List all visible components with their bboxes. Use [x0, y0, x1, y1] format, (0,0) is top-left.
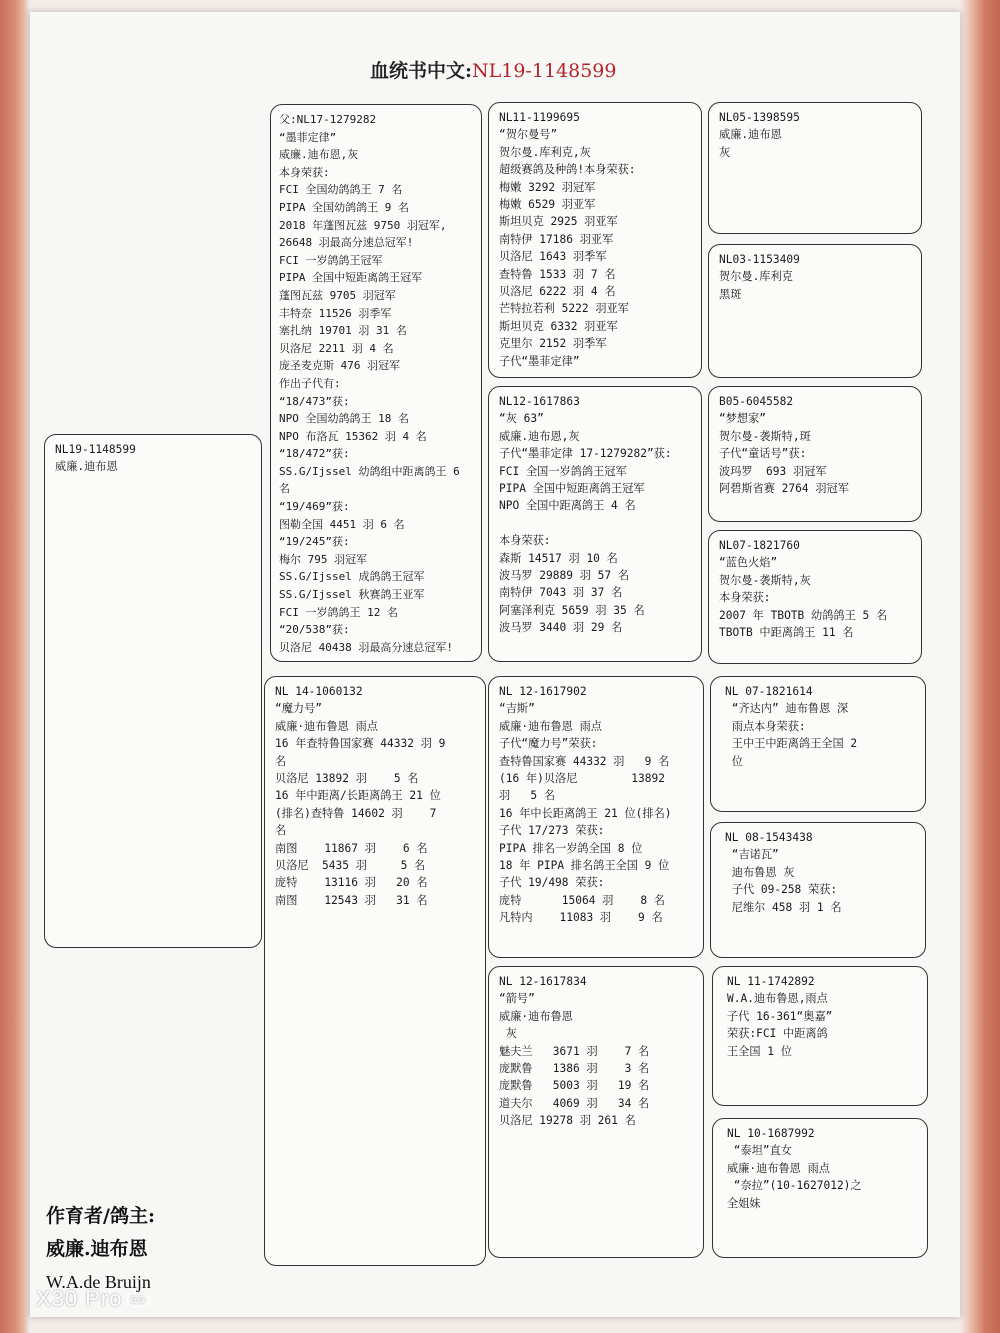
sire-line: “墨菲定律” [279, 130, 337, 144]
sire-line: 蓬图瓦兹 9705 羽冠军 [279, 288, 396, 302]
ss-line: 梅嫩 6529 羽亚军 [499, 198, 596, 212]
ds-line: 庞特 15064 羽 8 名 [499, 893, 665, 907]
sire-dam-box [488, 386, 702, 662]
dam-line: 庞特 13116 羽 20 名 [275, 876, 428, 890]
ds-line: 查特鲁国家赛 44332 羽 9 名 [499, 754, 670, 768]
sire-sire-dam-box [708, 244, 922, 378]
ss-line: NL11-1199695 [499, 111, 580, 124]
ddd-line: “奈拉”(10-1627012)之 [727, 1179, 862, 1193]
watermark-brand: X30 Pro [36, 1286, 123, 1311]
dd-line: 灰 [499, 1027, 517, 1041]
sire-sire-sire-box [708, 102, 922, 234]
sire-line: 名 [279, 482, 290, 496]
sd-line: NL12-1617863 [499, 395, 580, 408]
ss-line: 斯坦贝克 2925 羽亚军 [499, 215, 618, 229]
sds-line: 阿碧斯省赛 2764 羽冠军 [719, 482, 849, 496]
sd-line: 阿塞泽利克 5659 羽 35 名 [499, 603, 645, 617]
dam-dam-box [488, 966, 704, 1258]
sire-line: 丰特奈 11526 羽季军 [279, 306, 392, 320]
ss-line: 超级赛鸽及种鸽!本身荣获: [499, 163, 636, 177]
title-ring-number: NL19-1148599 [472, 60, 617, 82]
sire-line: 父:NL17-1279282 [279, 113, 377, 126]
dam-line: 贝洛尼 13892 羽 5 名 [275, 772, 419, 786]
ds-line: 18 年 PIPA 排名鸽王全国 9 位 [499, 859, 670, 873]
dd-line: “箭号” [499, 992, 535, 1006]
sire-line: SS.G/Ijssel 幼鸽组中距离鸽王 6 [279, 464, 460, 478]
sire-dam-dam-box [708, 530, 922, 664]
sdd-line: 贺尔曼-袭斯特,灰 [719, 573, 811, 587]
dss-line: 位 [725, 754, 743, 768]
ss-line: 南特伊 17186 羽亚军 [499, 232, 614, 246]
sss-line: NL05-1398595 [719, 111, 800, 124]
sss-line: 灰 [719, 145, 731, 159]
watermark-5g-badge: 5G [127, 1294, 150, 1307]
dam-line: NL 14-1060132 [275, 685, 363, 698]
sd-line: 波马罗 29889 羽 57 名 [499, 569, 630, 583]
dss-line: 王中王中距离鸽王全国 2 [725, 737, 858, 751]
dsd-line: 尼维尔 458 羽 1 名 [725, 900, 842, 914]
dam-line: 贝洛尼 5435 羽 5 名 [275, 859, 426, 873]
ds-line: 子代 19/498 荣获: [499, 876, 605, 890]
dss-line: 雨点本身荣获: [725, 719, 806, 733]
dam-dam-dam-box [712, 1118, 928, 1258]
sire-line: FCI 一岁鸽鸽王冠军 [279, 253, 383, 267]
dd-line: NL 12-1617834 [499, 975, 587, 988]
sdd-line: 2007 年 TBOTB 幼鸽鸽王 5 名 [719, 608, 888, 622]
ds-line: PIPA 排名一岁鸽全国 8 位 [499, 841, 643, 855]
subject-pigeon-box [44, 434, 262, 948]
sire-line: 2018 年蓬图瓦兹 9750 羽冠军, [279, 218, 447, 232]
sire-line: 图勒全国 4451 羽 6 名 [279, 517, 405, 531]
owner-name-en: W.A.de Bruijn [46, 1272, 151, 1292]
ss-line: 查特鲁 1533 羽 7 名 [499, 267, 616, 281]
ddd-line: 全姐妹 [727, 1196, 761, 1210]
dam-line: 南图 11867 羽 6 名 [275, 841, 428, 855]
dds-line: NL 11-1742892 [727, 975, 815, 988]
sire-line: “19/469”获: [279, 500, 350, 514]
sd-line: 子代“墨菲定律 17-1279282”获: [499, 447, 672, 461]
sds-line: “梦想家” [719, 412, 767, 426]
sire-line: “20/538”获: [279, 623, 350, 637]
ddd-line: NL 10-1687992 [727, 1127, 815, 1140]
dd-line: 道夫尔 4069 羽 34 名 [499, 1096, 650, 1110]
sd-line: 森斯 14517 羽 10 名 [499, 551, 618, 565]
sire-line: 塞扎纳 19701 羽 31 名 [279, 324, 407, 338]
ds-line: (16 年)贝洛尼 13892 [499, 772, 665, 786]
dam-box [264, 676, 486, 1266]
dd-line: 威廉·迪布鲁恩 [499, 1009, 573, 1023]
ss-line: “贺尔曼号” [499, 128, 558, 142]
sss-line: 威廉.迪布恩 [719, 128, 782, 142]
dd-line: 魅夫兰 3671 羽 7 名 [499, 1044, 650, 1058]
sire-dam-sire-box [708, 386, 922, 522]
sd-line: 南特伊 7043 羽 37 名 [499, 586, 623, 600]
ssd-line: 贺尔曼.库利克 [719, 270, 793, 284]
dam-line: 16 年中距离/长距离鸽王 21 位 [275, 789, 441, 803]
sire-line: 贝洛尼 2211 羽 4 名 [279, 341, 394, 355]
owner-label: 作育者/鸽主: [46, 1205, 155, 1227]
dss-line: NL 07-1821614 [725, 685, 813, 698]
dam-line: 南图 12543 羽 31 名 [275, 893, 428, 907]
sire-line: 本身荣获: [279, 165, 330, 179]
dd-line: 庞默鲁 1386 羽 3 名 [499, 1062, 650, 1076]
sire-line: “18/473”获: [279, 394, 350, 408]
dam-line: (排名)查特鲁 14602 羽 7 [275, 806, 437, 820]
sd-line: FCI 全国一岁鸽鸽王冠军 [499, 464, 627, 478]
sire-line: “18/472”获: [279, 447, 350, 461]
ddd-line: “泰坦”直女 [727, 1144, 792, 1158]
ss-line: 贝洛尼 6222 羽 4 名 [499, 285, 616, 299]
sire-line: 梅尔 795 羽冠军 [279, 552, 368, 566]
sire-line: PIPA 全国幼鸽鸽王 9 名 [279, 200, 409, 214]
dam-line: 16 年查特鲁国家赛 44332 羽 9 [275, 737, 446, 751]
page-title [370, 56, 616, 83]
dam-line: 威廉·迪布鲁恩 雨点 [275, 719, 378, 733]
sdd-line: “蓝色火焰” [719, 556, 778, 570]
ds-line: 羽 5 名 [499, 789, 556, 803]
dam-line: 名 [275, 824, 287, 838]
ss-line: 贺尔曼.库利克,灰 [499, 145, 591, 159]
dam-dam-sire-box [712, 966, 928, 1106]
ds-line: 16 年中长距离鸽王 21 位(排名) [499, 806, 672, 820]
sdd-line: TBOTB 中距离鸽王 11 名 [719, 626, 854, 640]
sire-line: 26648 羽最高分速总冠军! [279, 236, 414, 250]
ds-line: NL 12-1617902 [499, 685, 587, 698]
sds-line: B05-6045582 [719, 395, 794, 408]
ss-line: 斯坦贝克 6332 羽亚军 [499, 319, 618, 333]
ss-line: 贝洛尼 1643 羽季军 [499, 250, 607, 264]
dsd-line: “吉诺瓦” [725, 848, 779, 862]
sds-line: 贺尔曼-袭斯特,斑 [719, 429, 811, 443]
dds-line: 王全国 1 位 [727, 1044, 792, 1058]
sdd-line: 本身荣获: [719, 591, 771, 605]
subject-line: 威廉.迪布恩 [55, 460, 118, 474]
sds-line: 子代“童话号”获: [719, 447, 807, 461]
sire-line: 作出子代有: [279, 376, 341, 390]
sire-line: NPO 布洛瓦 15362 羽 4 名 [279, 429, 427, 443]
dam-sire-box [488, 676, 704, 958]
dds-line: W.A.迪布鲁恩,雨点 [727, 992, 828, 1006]
owner-name-cn: 威廉.迪布恩 [46, 1238, 148, 1260]
sd-line: 本身荣获: [499, 534, 551, 548]
sire-line: PIPA 全国中短距离鸽王冠军 [279, 271, 423, 285]
sire-box [270, 104, 482, 662]
sire-line: NPO 全国幼鸽鸽王 18 名 [279, 412, 409, 426]
dam-line: 名 [275, 754, 287, 768]
ssd-line: NL03-1153409 [719, 253, 800, 266]
ds-line: 子代 17/273 荣获: [499, 824, 605, 838]
sire-line: SS.G/Ijssel 成鸽鸽王冠军 [279, 570, 425, 584]
ss-line: 子代“墨菲定律” [499, 354, 580, 368]
dss-line: “齐达内” 迪布鲁恩 深 [725, 702, 849, 716]
dam-sire-sire-box [710, 676, 926, 812]
sire-line: 庞圣麦克斯 476 羽冠军 [279, 359, 401, 373]
sdd-line: NL07-1821760 [719, 539, 800, 552]
dd-line: 贝洛尼 19278 羽 261 名 [499, 1114, 636, 1128]
dd-line: 庞默鲁 5003 羽 19 名 [499, 1079, 650, 1093]
ds-line: 威廉·迪布鲁恩 雨点 [499, 719, 602, 733]
sire-line: FCI 全国幼鸽鸽王 7 名 [279, 183, 403, 197]
dam-sire-dam-box [710, 822, 926, 958]
sire-line: FCI 一岁鸽鸽王 12 名 [279, 605, 398, 619]
title-label: 血统书中文: [370, 60, 473, 82]
ss-line: 芒特拉若利 5222 羽亚军 [499, 302, 629, 316]
ds-line: “吉斯” [499, 702, 535, 716]
ss-line: 克里尔 2152 羽季军 [499, 337, 607, 351]
ddd-line: 威廉·迪布鲁恩 雨点 [727, 1161, 830, 1175]
sd-line [499, 515, 693, 532]
dam-line: “魔力号” [275, 702, 323, 716]
dds-line: 子代 16-361“奥嘉” [727, 1009, 833, 1023]
sire-line: SS.G/Ijssel 秋赛鸽王亚军 [279, 588, 425, 602]
sire-line: “19/245”获: [279, 535, 350, 549]
dds-line: 荣获:FCI 中距离鸽 [727, 1027, 828, 1041]
sd-line: PIPA 全国中短距离鸽王冠军 [499, 482, 645, 496]
ss-line: 梅嫩 3292 羽冠军 [499, 180, 596, 194]
sds-line: 波玛罗 693 羽冠军 [719, 464, 827, 478]
camera-watermark [36, 1286, 150, 1312]
dsd-line: 迪布鲁恩 灰 [725, 865, 795, 879]
sire-line: 威廉.迪布恩,灰 [279, 148, 359, 162]
sd-line: “灰 63” [499, 412, 544, 426]
owner-block [46, 1200, 155, 1299]
sd-line: 波马罗 3440 羽 29 名 [499, 621, 623, 635]
ssd-line: 黑斑 [719, 287, 742, 301]
sire-sire-box [488, 102, 702, 378]
sire-line: 贝洛尼 40438 羽最高分速总冠军! [279, 640, 453, 654]
subject-line: NL19-1148599 [55, 443, 136, 456]
ds-line: 子代“魔力号”荣获: [499, 737, 598, 751]
dsd-line: NL 08-1543438 [725, 831, 813, 844]
dsd-line: 子代 09-258 荣获: [725, 883, 838, 897]
sd-line: NPO 全国中距离鸽王 4 名 [499, 499, 636, 513]
sd-line: 威廉.迪布恩,灰 [499, 429, 580, 443]
ds-line: 凡特内 11083 羽 9 名 [499, 911, 663, 925]
